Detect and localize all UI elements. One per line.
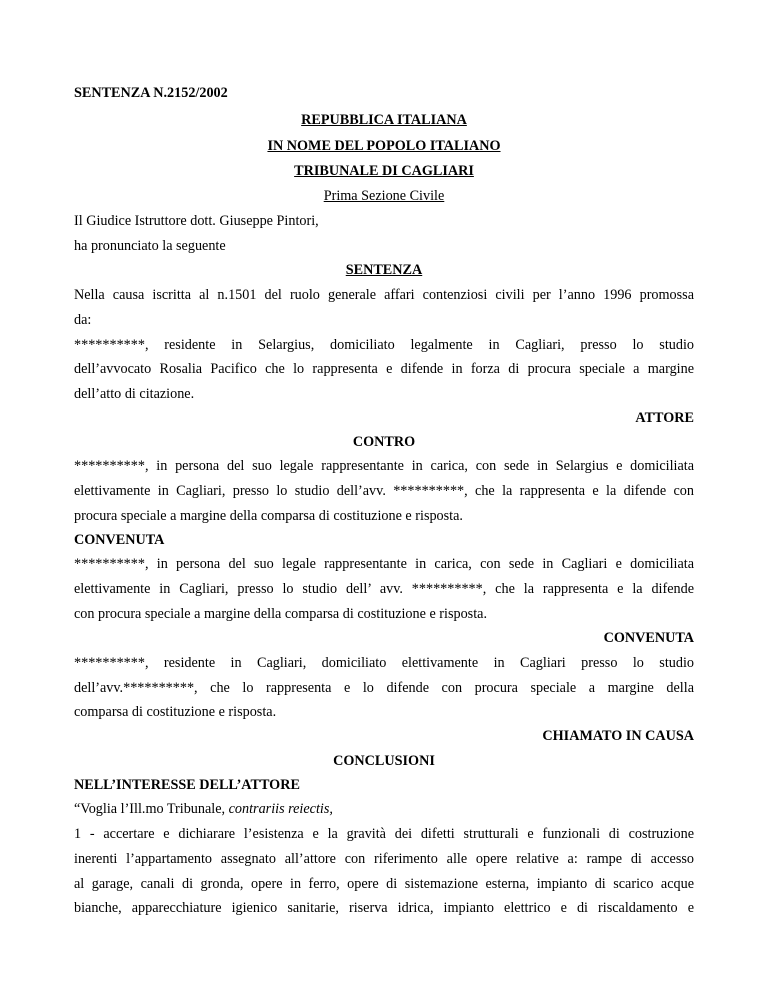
convenuta2-line-2: elettivamente in Cagliari, presso lo studio dell’ avv. **********, che la rappresenta e la difende [74,581,694,597]
conclusioni-p1-line-1: 1 - accertare e dichiarare l’esistenza e la gravità dei difetti strutturali e funzionali di costruzione [74,826,694,842]
pronounced-line: ha pronunciato la seguente [74,238,226,254]
quote-text: “Voglia l’Ill.mo Tribunale, [74,801,229,817]
section-heading: Prima Sezione Civile [323,188,445,204]
conclusioni-p1-line-3: al garage, canali di gronda, opere in ferro, opere di sistemazione esterna, impianto di scarico acque [74,876,694,892]
contro-heading: CONTRO [352,434,416,450]
convenuta2-line-3: con procura speciale a margine della comparsa di costituzione e risposta. [74,606,487,622]
people-heading: IN NOME DEL POPOLO ITALIANO [267,138,501,154]
conclusioni-p1-line-2: inerenti l’appartamento assegnato all’attore con riferimento alle opere relative a: rampe di accesso [74,851,694,867]
convenuta2-line-1: **********, in persona del suo legale rappresentante in carica, con sede in Cagliari e domiciliata [74,556,694,572]
judge-line: Il Giudice Istruttore dott. Giuseppe Pintori, [74,213,319,229]
chiamato-line-1: **********, residente in Cagliari, domiciliato elettivamente in Cagliari presso lo studio [74,655,694,671]
case-number: SENTENZA N.2152/2002 [74,85,228,101]
attore-line-2: dell’avvocato Rosalia Pacifico che lo rappresenta e difende in forza di procura speciale a margine [74,361,694,377]
convenuta1-line-1: **********, in persona del suo legale rappresentante in carica, con sede in Selargius e domiciliata [74,458,694,474]
convenuta1-line-3: procura speciale a margine della comparsa di costituzione e risposta. [74,508,463,524]
republic-heading: REPUBBLICA ITALIANA [301,112,467,128]
intro-line-1: Nella causa iscritta al n.1501 del ruolo generale affari contenziosi civili per l’anno 1996 promossa [74,287,694,303]
chiamato-role: CHIAMATO IN CAUSA [542,728,694,744]
convenuta2-role: CONVENUTA [603,630,694,646]
sentence-title: SENTENZA [345,262,423,278]
attore-role: ATTORE [635,410,694,426]
conclusioni-heading: CONCLUSIONI [333,753,435,769]
attore-line-1: **********, residente in Selargius, domiciliato legalmente in Cagliari, presso lo studio [74,337,694,353]
chiamato-line-3: comparsa di costituzione e risposta. [74,704,277,720]
convenuta1-line-2: elettivamente in Cagliari, presso lo studio dell’avv. **********, che la rappresenta e la difende con [74,483,694,499]
attore-line-3: dell’atto di citazione. [74,386,195,402]
quote-italic-text: contrariis reiectis, [228,801,333,817]
court-heading: TRIBUNALE DI CAGLIARI [294,163,474,179]
conclusioni-p1-line-4: bianche, apparecchiature igienico sanitarie, riserva idrica, impianto elettrico e di riscaldamento e [74,900,694,916]
conclusioni-quote [74,799,694,819]
chiamato-line-2: dell’avv.**********, che lo rappresenta e lo difende con procura speciale a margine della [74,680,694,696]
convenuta1-role: CONVENUTA [74,532,165,548]
intro-line-2: da: [74,312,92,328]
conclusioni-subtitle: NELL’INTERESSE DELL’ATTORE [74,777,300,793]
